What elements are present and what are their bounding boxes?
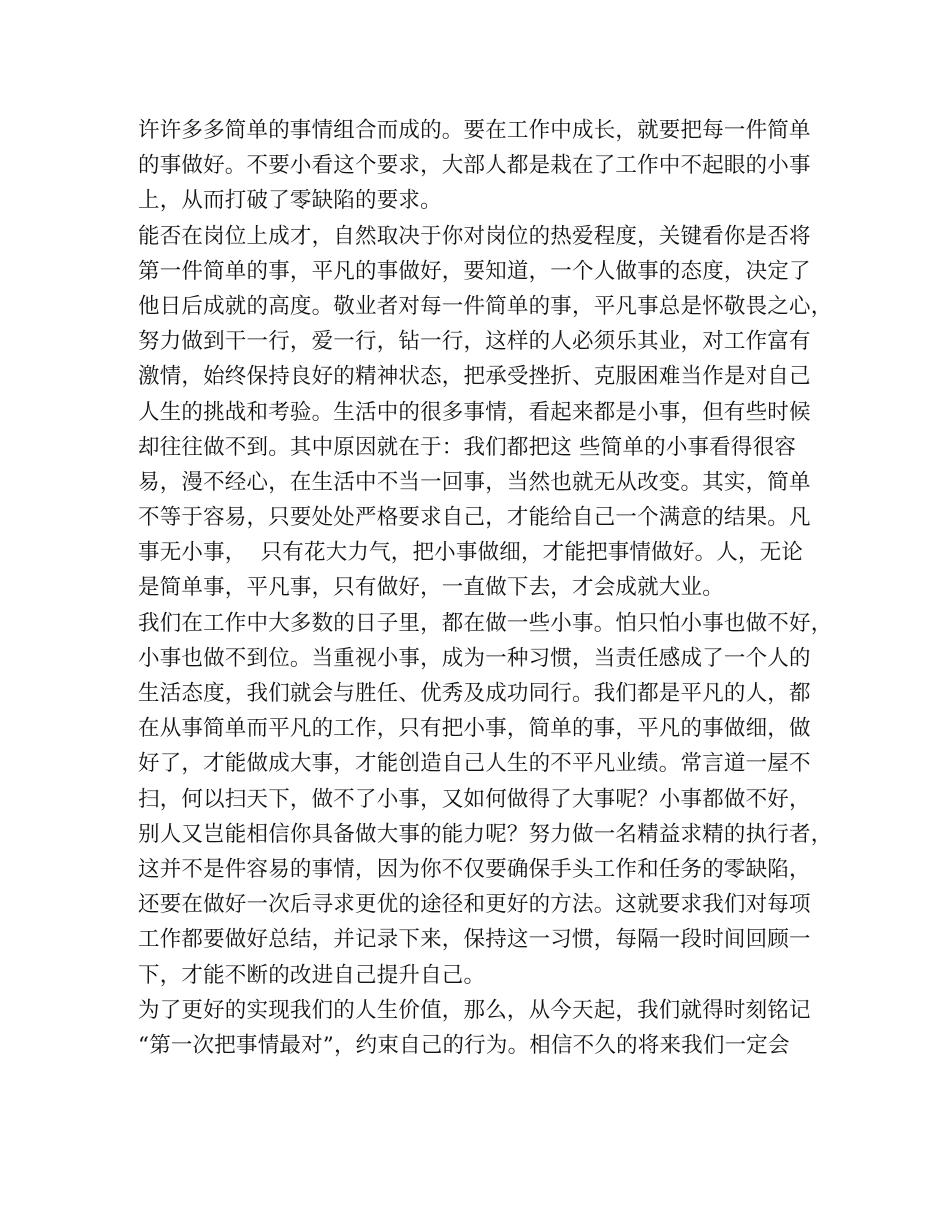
text-line: 不等于容易，只要处处严格要求自己，才能给自己一个满意的结果。凡 bbox=[138, 505, 811, 531]
text-line: 工作都要做好总结，并记录下来，保持这一习惯，每隔一段时间回顾一 bbox=[138, 927, 811, 953]
text-line: 是简单事，平凡事，只有做好，一直做下去，才会成就大业。 bbox=[138, 575, 724, 601]
text-line: 生活态度，我们就会与胜任、优秀及成功同行。我们都是平凡的人，都 bbox=[138, 681, 811, 706]
text-line: 第一件简单的事，平凡的事做好，要知道，一个人做事的态度，决定了 bbox=[138, 258, 811, 284]
text-line: 能否在岗位上成才，自然取决于你对岗位的热爱程度，关键看你是否将 bbox=[138, 223, 811, 249]
text-line: 我们在工作中大多数的日子里，都在做一些小事。怕只怕小事也做不好， bbox=[138, 610, 833, 636]
text-line: 这并不是件容易的事情，因为你不仅要确保手头工作和任务的零缺陷， bbox=[138, 856, 811, 882]
text-line: 许许多多简单的事情组合而成的。要在工作中成长，就要把每一件简单 bbox=[138, 118, 811, 143]
text-line: “第一次把事情最对”，约束自己的行为。相信不久的将来我们一定会 bbox=[138, 1032, 790, 1058]
text-line: 还要在做好一次后寻求更优的途径和更好的方法。这就要求我们对每项 bbox=[138, 892, 811, 918]
text-line: 好了，才能做成大事，才能创造自己人生的不平凡业绩。常言道一屋不 bbox=[138, 751, 811, 777]
text-line: 易，漫不经心，在生活中不当一回事，当然也就无从改变。其实，简单 bbox=[138, 469, 811, 495]
text-line: 的事做好。不要小看这个要求，大部人都是栽在了工作中不起眼的小事 bbox=[138, 153, 811, 179]
text-line: 扫，何以扫天下，做不了小事，又如何做得了大事呢？小事都做不好， bbox=[138, 786, 811, 812]
text-line: 在从事简单而平凡的工作，只有把小事，简单的事，平凡的事做细，做 bbox=[138, 716, 811, 742]
body-text bbox=[138, 113, 838, 1063]
text-line: 他日后成就的高度。敬业者对每一件简单的事，平凡事总是怀敬畏之心， bbox=[138, 293, 833, 319]
text-line: 上，从而打破了零缺陷的要求。 bbox=[138, 188, 442, 214]
text-line: 为了更好的实现我们的人生价值，那么，从今天起，我们就得时刻铭记 bbox=[138, 997, 811, 1023]
text-line: 事无小事， 只有花大力气，把小事做细，才能把事情做好。人，无论 bbox=[138, 540, 804, 566]
text-line: 努力做到干一行，爱一行，钻一行，这样的人必须乐其业，对工作富有 bbox=[138, 329, 811, 355]
text-line: 小事也做不到位。当重视小事，成为一种习惯，当责任感成了一个人的 bbox=[138, 645, 811, 671]
text-line: 别人又岂能相信你具备做大事的能力呢？努力做一名精益求精的执行者， bbox=[138, 821, 833, 847]
text-line: 下，才能不断的改进自己提升自己。 bbox=[138, 962, 486, 988]
text-line: 激情，始终保持良好的精神状态，把承受挫折、克服困难当作是对自己 bbox=[138, 364, 811, 390]
text-line: 人生的挑战和考验。生活中的很多事情，看起来都是小事，但有些时候 bbox=[138, 399, 811, 425]
text-line: 却往往做不到。其中原因就在于：我们都把这 些简单的小事看得很容 bbox=[138, 434, 797, 460]
